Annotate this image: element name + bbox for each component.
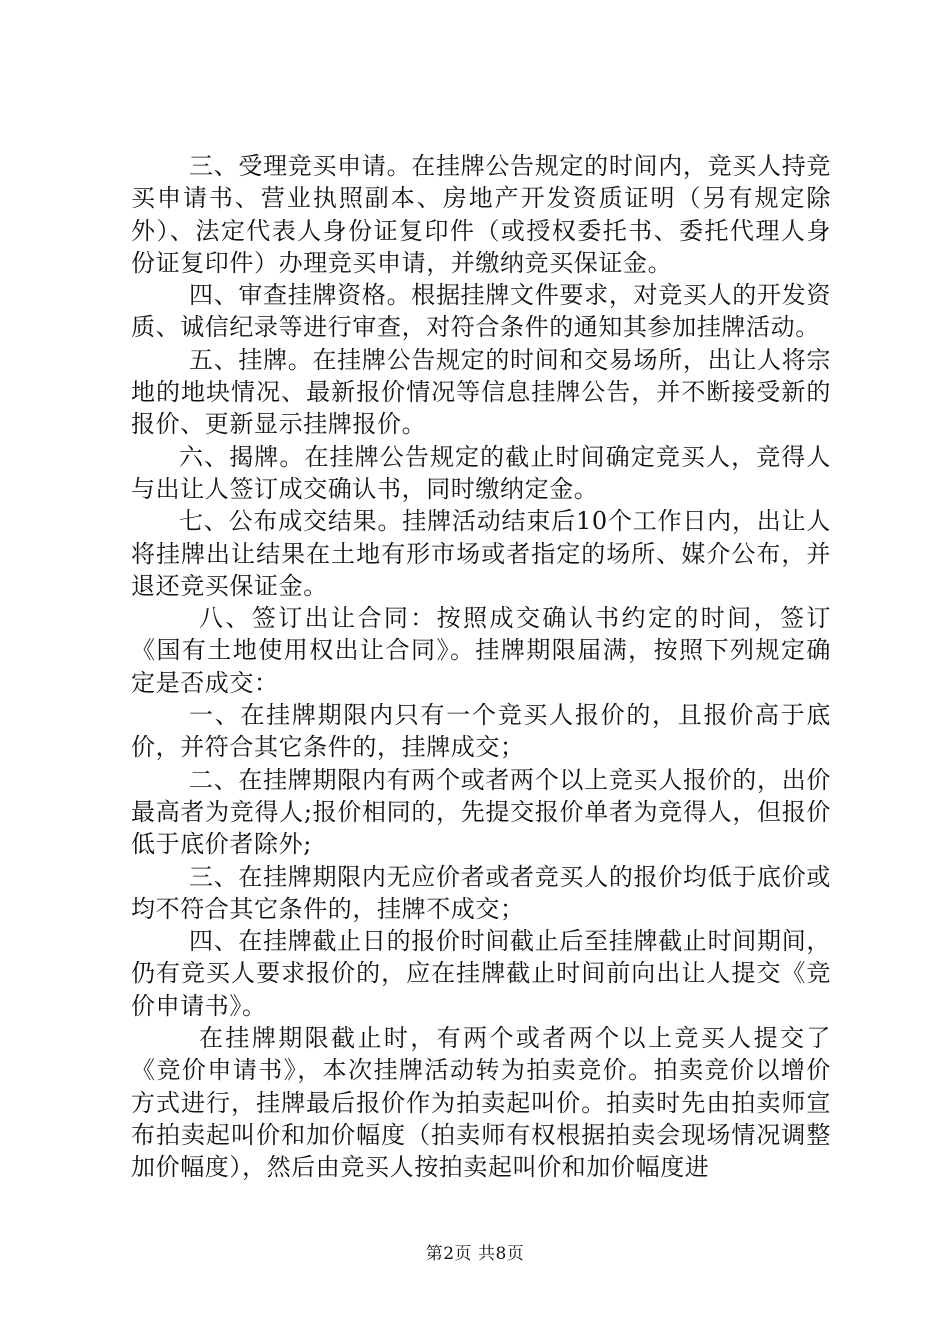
document-body [131, 150, 831, 1184]
paragraph-rule-two: 二、在挂牌期限内有两个或者两个以上竞买人报价的，出价最高者为竞得人;报价相同的，先提交报价单者为竞得人，但报价低于底价者除外; [131, 765, 831, 859]
paragraph-rule-four: 四、在挂牌截止日的报价时间截止后至挂牌截止时间期间，仍有竞买人要求报价的，应在挂牌截止时间前向出让人提交《竞价申请书》。 [131, 927, 831, 1020]
paragraph-review-qualification: 四、审查挂牌资格。根据挂牌文件要求，对竞买人的开发资质、诚信纪录等进行审查，对符合条件的通知其参加挂牌活动。 [131, 281, 831, 342]
paragraph-rule-one: 一、在挂牌期限内只有一个竞买人报价的，且报价高于底价，并符合其它条件的，挂牌成交； [131, 701, 831, 762]
paragraph-accept-application: 三、受理竞买申请。在挂牌公告规定的时间内，竞买人持竞买申请书、营业执照副本、房地产开发资质证明（另有规定除外）、法定代表人身份证复印件（或授权委托书、委托代理人身份证复印件）办理竞买申请，并缴纳竞买保证金。 [131, 152, 831, 277]
paragraph-announce-result: 七、公布成交结果。挂牌活动结束后10个工作日内，出让人将挂牌出让结果在土地有形市场或者指定的场所、媒介公布，并退还竞买保证金。 [131, 507, 831, 600]
paragraph-listing: 五、挂牌。在挂牌公告规定的时间和交易场所，出让人将宗地的地块情况、最新报价情况等信息挂牌公告，并不断接受新的报价、更新显示挂牌报价。 [131, 345, 831, 439]
paragraph-auction-bidding: 在挂牌期限截止时，有两个或者两个以上竞买人提交了《竞价申请书》，本次挂牌活动转为拍卖竞价。拍卖竞价以增价方式进行，挂牌最后报价作为拍卖起叫价。拍卖时先由拍卖师宣布拍卖起叫价和加价幅度（拍卖师有权根据拍卖会现场情况调整加价幅度），然后由竞买人按拍卖起叫价和加价幅度进 [131, 1024, 831, 1182]
paragraph-unveiling: 六、揭牌。在挂牌公告规定的截止时间确定竞买人，竞得人与出让人签订成交确认书，同时缴纳定金。 [131, 442, 831, 503]
page-number-footer: 第2页 共8页 [425, 1244, 525, 1264]
paragraph-rule-three: 三、在挂牌期限内无应价者或者竞买人的报价均低于底价或均不符合其它条件的，挂牌不成交； [131, 862, 831, 923]
paragraph-sign-contract: 八、签订出让合同：按照成交确认书约定的时间，签订《国有土地使用权出让合同》。挂牌期限届满，按照下列规定确定是否成交： [131, 604, 831, 697]
